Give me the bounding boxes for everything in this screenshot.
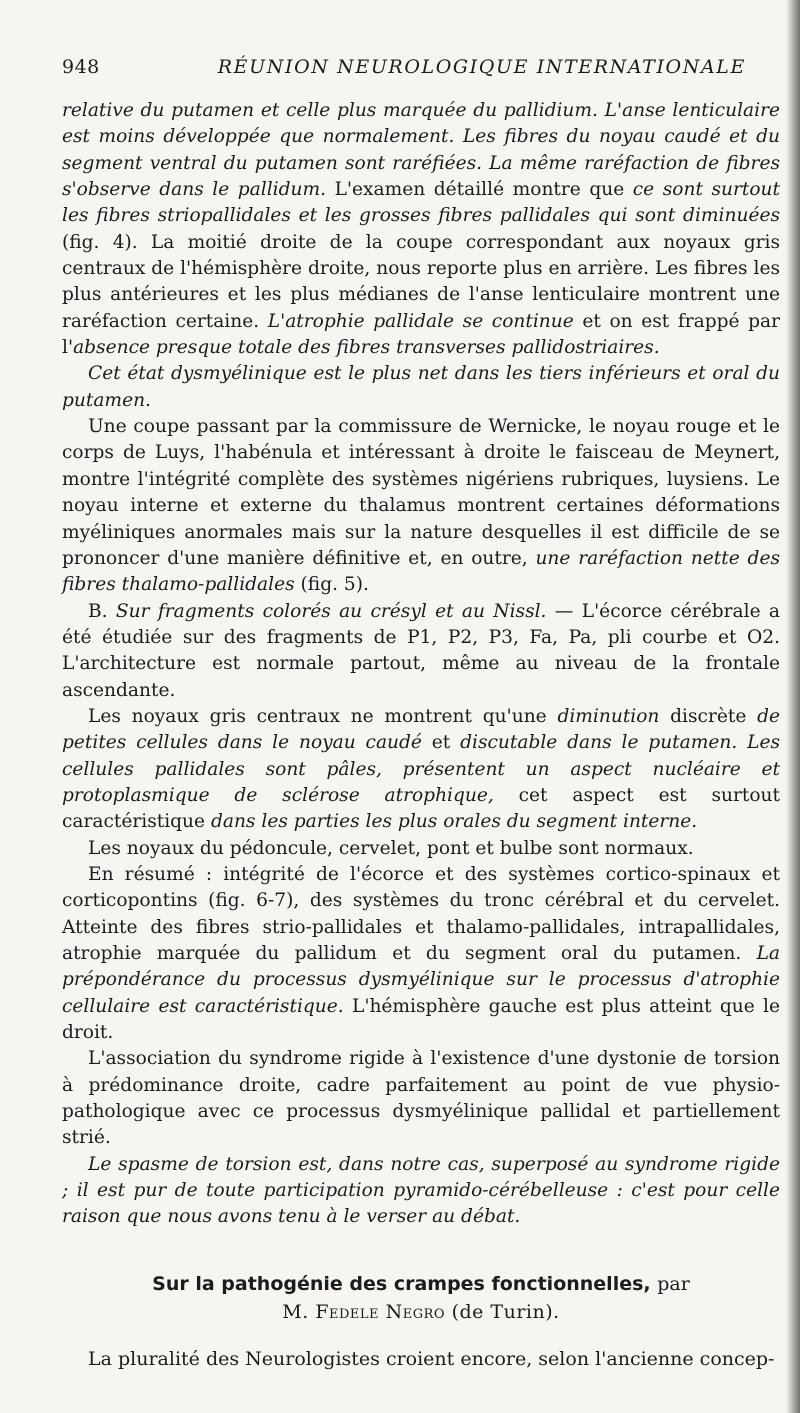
italic-text: une raréfaction nette des fibres thalamo-pallidales bbox=[62, 547, 780, 596]
paragraph bbox=[62, 414, 780, 598]
text-run: En résumé : intégrité de l'écorce et des systèmes cortico-spinaux et corticopontins (fig. 6-7), des systèmes du tronc cérébral et du cervelet. Atteinte des fibres strio-pallidales et thalamo-pallidales, intrapallidales, atrophie marquée du pallidum et du segment oral du putamen. bbox=[62, 863, 780, 964]
paragraph bbox=[62, 1152, 780, 1231]
section-title: Sur la pathogénie des crampes fonctionnelles, bbox=[152, 1272, 651, 1295]
paragraph bbox=[62, 862, 780, 1046]
italic-text: de petites cellules dans le noyau caudé bbox=[62, 705, 780, 754]
text-run: Les noyaux du pédoncule, cervelet, pont et bulbe sont normaux. bbox=[88, 837, 694, 859]
page-number: 948 bbox=[62, 56, 100, 78]
italic-text: discutable dans le putamen. Les cellules pallidales sont pâles, présentent un aspect nucléaire et protoplasmique de sclérose atrophique, bbox=[62, 732, 780, 806]
italic-text: diminution bbox=[557, 705, 660, 727]
italic-text: Sur fragments colorés au crésyl et au Nissl. bbox=[115, 600, 547, 622]
text-run: Les noyaux gris centraux ne montrent qu'une bbox=[88, 705, 558, 727]
text-run: B. bbox=[88, 600, 116, 622]
text-run: L'association du syndrome rigide à l'existence d'une dystonie de torsion à prédominance droite, cadre parfaitement au point de vue physio-pathologique avec ce processus dysmyélinique pallidal et partiellement strié. bbox=[62, 1048, 780, 1149]
text-run: et on est frappé par l' bbox=[62, 310, 780, 359]
italic-text: ce sont surtout les fibres striopallidales et les grosses fibres pallidales qui sont diminuées bbox=[62, 179, 780, 227]
article-body bbox=[62, 98, 780, 1231]
section-par: par bbox=[657, 1272, 690, 1295]
italic-text: La prépondérance du processus dysmyélinique sur le processus d'atrophie cellulaire est caractéristique. bbox=[62, 943, 780, 1017]
italic-text: absence presque totale des fibres transverses pallidostriaires. bbox=[73, 337, 660, 359]
paragraph bbox=[62, 361, 780, 414]
text-run: (fig. 5). bbox=[294, 574, 369, 596]
italic-text: dans les parties les plus orales du segment interne. bbox=[210, 811, 698, 833]
text-run: L'examen détaillé montre que bbox=[326, 179, 633, 201]
paragraph bbox=[62, 98, 780, 361]
italic-text: Le spasme de torsion est, dans notre cas, superposé au syndrome rigide ; il est pur de toute participation pyramido-cérébelleuse : c'est pour celle raison que nous avons tenu à le verser au débat. bbox=[62, 1153, 780, 1228]
paragraph bbox=[62, 599, 780, 704]
author-prefix: M. bbox=[282, 1300, 309, 1323]
italic-text: L'atrophie pallidale se continue bbox=[267, 310, 574, 332]
page-header bbox=[62, 56, 780, 86]
paragraph bbox=[62, 704, 780, 836]
text-run: — L'écorce cérébrale a été étudiée sur des fragments de P1, P2, P3, Fa, Pa, pli courbe et O2. L'architecture est normale partout, même au niveau de la frontale ascendante. bbox=[62, 600, 780, 701]
text-run: cet aspect est surtout caractéristique bbox=[62, 784, 780, 833]
section-heading bbox=[62, 1271, 780, 1298]
running-title: RÉUNION NEUROLOGIQUE INTERNATIONALE bbox=[217, 56, 746, 78]
author-line bbox=[62, 1298, 780, 1326]
paragraph bbox=[62, 1046, 780, 1151]
italic-text: relative du putamen et celle plus marquée du pallidium. L'anse lenticulaire est moins développée que normalement. Les fibres du noyau caudé et du segment ventral du putamen sont raréfiées. La même raréfaction de fibres s'observe dans le pallidum. bbox=[62, 100, 780, 201]
final-paragraph: La pluralité des Neurologistes croient encore, selon l'ancienne concep- bbox=[88, 1347, 775, 1370]
page-binding-shadow bbox=[786, 0, 800, 1413]
text-run: L'hémisphère gauche est plus atteint que le droit. bbox=[62, 995, 781, 1044]
italic-text: Cet état dysmyélinique est le plus net dans les tiers inférieurs et oral du putamen. bbox=[62, 363, 780, 411]
page bbox=[62, 56, 780, 1392]
text-run: et bbox=[421, 732, 461, 754]
text-run: discrète bbox=[659, 705, 758, 727]
text-run: Une coupe passant par la commissure de Wernicke, le noyau rouge et le corps de Luys, l'habénula et intéressant à droite le faisceau de Meynert, montre l'intégrité complète des systèmes nigériens rubriques, luysiens. Le noyau interne et externe du thalamus montrent certaines déformations myéliniques anormales mais sur la nature desquelles il est difficile de se prononcer d'une manière définitive et, en outre, bbox=[62, 416, 780, 569]
text-run: (fig. 4). La moitié droite de la coupe correspondant aux noyaux gris centraux de l'hémisphère droite, nous reporte plus en arrière. Les fibres les plus antérieures et les plus médianes de l'anse lenticulaire montrent une raréfaction certaine. bbox=[62, 231, 780, 332]
author-name: Fedele Negro bbox=[315, 1300, 446, 1323]
author-place: (de Turin). bbox=[451, 1300, 560, 1323]
paragraph bbox=[62, 836, 780, 862]
